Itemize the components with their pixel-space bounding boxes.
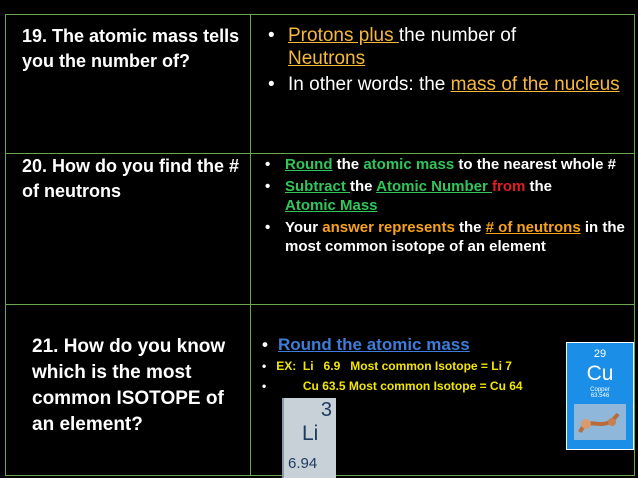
text-nearest-whole: to the nearest whole # — [454, 156, 616, 173]
atomic-mass-link[interactable]: Atomic Mass — [285, 197, 378, 214]
round-atomic-mass-link[interactable]: Round the atomic mass — [277, 335, 470, 354]
answer-20-bullet-2 — [265, 177, 631, 215]
answer-19-bullet-1 — [268, 24, 628, 70]
text-the: the — [525, 178, 553, 195]
answer-21 — [262, 334, 562, 396]
answer-21-bullet-2 — [262, 356, 562, 376]
num-of-neutrons-link[interactable]: # of neutrons — [485, 219, 581, 236]
question-19: 19. The atomic mass tells you the number of? — [22, 26, 240, 71]
element-name: Copper — [590, 387, 610, 393]
atomic-mass: 6.94 — [288, 455, 318, 472]
subtract-link[interactable]: Subtract — [285, 178, 351, 195]
row-divider-2 — [6, 304, 634, 305]
answer-20-bullet-3 — [265, 218, 631, 256]
bullet-icon: • — [262, 359, 267, 373]
example-cu: Cu 63.5 Most common Isotope = Cu 64 — [276, 379, 523, 393]
text-the: the — [332, 156, 364, 173]
atomic-number: 3 — [320, 399, 332, 421]
bullet-icon: • — [262, 335, 268, 354]
atomic-number: 29 — [593, 348, 607, 360]
protons-plus-link[interactable]: Protons plus — [288, 25, 399, 46]
bullet-icon: • — [265, 219, 271, 236]
round-link[interactable]: Round — [285, 156, 333, 173]
text-answer-represents: answer represents — [322, 219, 455, 236]
answer-21-bullet-1 — [262, 334, 562, 356]
text-your: Your — [285, 219, 323, 236]
neutrons-link[interactable]: Neutrons — [288, 48, 366, 69]
question-21: 21. How do you know which is the most common ISOTOPE of an element? — [32, 336, 226, 435]
atomic-number-link[interactable]: Atomic Number — [376, 178, 492, 195]
question-20: 20. How do you find the # of neutrons — [22, 156, 240, 201]
atomic-mass: 63.546 — [590, 393, 610, 399]
lithium-element-tile — [282, 398, 336, 478]
text-in-other-words: In other words: the — [288, 74, 451, 95]
bullet-icon: • — [265, 156, 271, 173]
text-atomic-mass: atomic mass — [363, 156, 455, 173]
bullet-icon: • — [262, 379, 267, 393]
answer-20-bullet-1 — [265, 155, 631, 174]
text-from: from — [492, 178, 526, 195]
answer-19 — [268, 24, 628, 96]
text-the: the — [454, 219, 486, 236]
bullet-icon: • — [265, 178, 271, 195]
answer-19-bullet-2 — [268, 73, 628, 96]
copper-wire-icon — [572, 402, 628, 442]
element-symbol: Cu — [586, 362, 614, 385]
text-number-of: the number of — [398, 25, 517, 46]
answer-20 — [265, 155, 631, 256]
text-most-common-isotope: in the most common isotope of an element — [285, 219, 625, 255]
text-the: the — [350, 178, 377, 195]
bullet-icon: • — [268, 25, 275, 46]
bullet-icon: • — [268, 74, 275, 95]
copper-element-tile — [566, 342, 634, 450]
column-divider — [250, 15, 251, 475]
mass-of-nucleus-link[interactable]: mass of the nucleus — [450, 74, 620, 95]
answer-21-bullet-3 — [262, 376, 562, 396]
element-symbol: Li — [302, 422, 319, 445]
example-li: EX: Li 6.9 Most common Isotope = Li 7 — [276, 359, 512, 373]
